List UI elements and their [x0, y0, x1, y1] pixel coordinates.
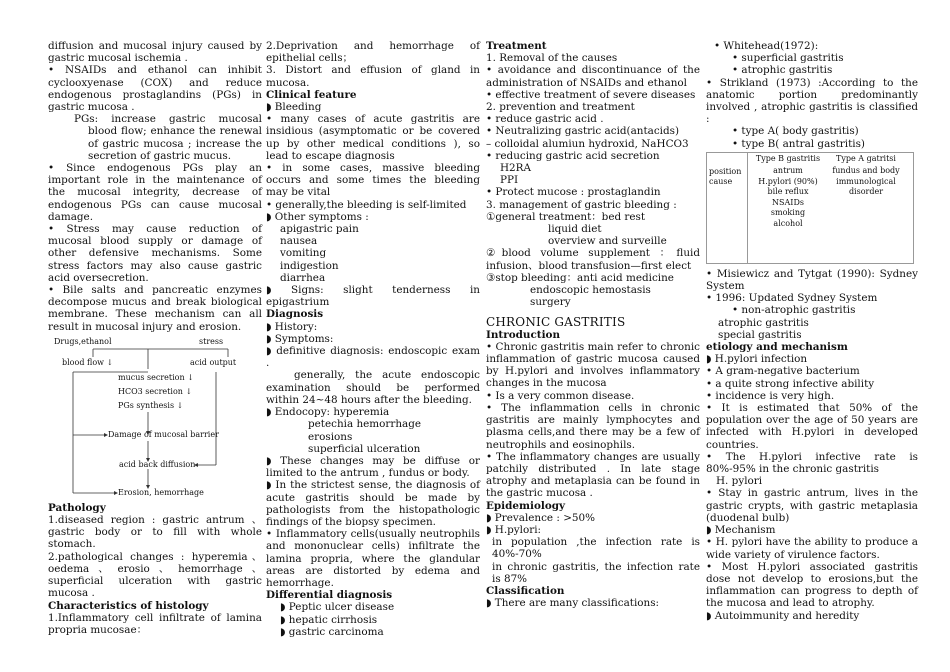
list-item: • incidence is very high.	[706, 389, 835, 402]
list-item: atrophic gastritis	[718, 316, 809, 329]
list-item: • Strikland (1973) :According to the anatomic portion predominantly involved , atrophic gastritis is classified :	[706, 76, 918, 126]
list-item: ①general treatment：bed rest	[486, 210, 646, 223]
list-item: liquid diet	[548, 223, 602, 236]
list-item: • type B( antral gastritis)	[732, 137, 865, 150]
list-item: • a quite strong infective ability	[706, 377, 875, 390]
mechanism-diagram	[48, 337, 262, 502]
list-item: • superficial gastritis	[732, 52, 844, 65]
table-cell: antrum	[773, 166, 803, 176]
list-item: PPI	[500, 174, 519, 187]
paragraph: diffusion and mucosal injury caused by gastric mucosal ischemia .	[48, 40, 262, 65]
paragraph: 2.Deprivation and hemorrhage of epithelial cells；	[266, 40, 480, 65]
list-item: – colloidal alumiun hydroxid, NaHCO3	[486, 137, 689, 150]
paragraph: 1.Inflammatory cell infiltrate of lamina propria mucosae：	[48, 611, 262, 636]
paragraph: • NSAIDs and ethanol can inhibit cyclooxyenase (COX) and reduce endogenous prostaglandins (PGs) in gastric mucosa .	[48, 64, 262, 114]
table-header: Type A gatritsi	[836, 153, 896, 163]
paragraph: • Stress may cause reduction of mucosal blood supply or damage of other defensive mechanisms. Some stress factors may also cause gastric acid oversecretion.	[48, 223, 262, 284]
list-item: ◗ Endocopy: hyperemia	[266, 406, 390, 419]
list-item: in population ,the infection rate is 40%-70%	[492, 536, 700, 561]
list-item: ◗ Peptic ulcer disease	[280, 601, 395, 614]
list-item: • type A( body gastritis)	[732, 125, 859, 138]
heading-diagnosis: Diagnosis	[266, 308, 324, 321]
list-item: ◗ gastric carcinoma	[280, 625, 384, 638]
table-cell: H.pylori (90%)	[758, 176, 818, 186]
column-1	[48, 40, 262, 636]
table-cell: bile reflux	[767, 187, 809, 197]
list-item: ◗ Autoimmunity and heredity	[706, 609, 860, 622]
diagram-label-stress: stress	[199, 336, 224, 346]
list-item: • A gram-negative bacterium	[706, 365, 860, 378]
diagram-label-blood-flow: blood flow ↓	[62, 357, 114, 367]
table-column-type-b	[748, 154, 828, 230]
paragraph: • Since endogenous PGs play an important role in the maintenance of the mucosal integrity, decrease of endogenous PGs can cause mucosal damage.	[48, 162, 262, 223]
list-item: • Protect mucose : prostaglandin	[486, 186, 661, 199]
list-item: surgery	[530, 296, 571, 309]
list-item: ◗ hepatic cirrhosis	[280, 613, 378, 626]
list-item: ③stop bleeding：anti acid medicine	[486, 271, 674, 284]
heading-classification: Classification	[486, 584, 565, 597]
column-3	[486, 40, 700, 609]
list-item: ②blood volume supplement ：fluid infusion、blood transfusion—first elect	[486, 247, 700, 272]
table-cell: fundus and body	[832, 166, 900, 176]
list-item: vomiting	[280, 247, 327, 260]
paragraph: generally, the acute endoscopic examination should be performed within 24~48 hours after the bleeding.	[266, 369, 480, 406]
list-item: ◗ Symptoms:	[266, 332, 334, 345]
list-item: overview and surveille	[548, 235, 667, 248]
list-item: • non-atrophic gastritis	[732, 304, 856, 317]
list-item: H. pylori	[716, 475, 763, 488]
list-item: diarrhea	[280, 271, 326, 284]
table-header: Type B gastritis	[755, 153, 821, 163]
heading-epidemiology: Epidemiology	[486, 499, 566, 512]
list-item: ◗ Bleeding	[266, 101, 322, 114]
list-item: 3. management of gastric bleeding :	[486, 198, 677, 211]
list-item: ◗ These changes may be diffuse or limited to the antrum , fundus or body.	[266, 454, 480, 480]
list-item: • reduce gastric acid .	[486, 113, 604, 126]
paragraph: 1.diseased region : gastric antrum 、gastric body or to fill with whole stomach.	[48, 514, 262, 551]
list-item: petechia hemorrhage	[308, 418, 422, 431]
paragraph: PGs: increase gastric mucosal blood flow; enhance the renewal of gastric mucosa ; increase the secretion of gastric mucus.	[74, 113, 262, 162]
diagram-label-pgs: PGs synthesis ↓	[118, 400, 184, 410]
list-item: ◗ H.pylori:	[486, 523, 542, 536]
list-item: • Chronic gastritis main refer to chronic inflammation of gastric mucosa caused by H.pylori and involves inflammatory changes in the mucosa	[486, 340, 700, 390]
diagram-label-acid-back: acid back diffusion	[119, 459, 196, 469]
list-item: • Inflammatory cells(usually neutrophils and mononuclear cells) infiltrate the lamina propria, where the glandular areas are distorted by edema and hemorrhage.	[266, 528, 480, 589]
list-item: • Stay in gastric antrum, lives in the gastric crypts, with gastric metaplasia (duodenal bulb)	[706, 487, 918, 524]
paragraph: 3. Distort and effusion of gland in mucosa.	[266, 64, 480, 89]
list-item: • reducing gastric acid secretion	[486, 149, 660, 162]
list-item: • Is a very common disease.	[486, 389, 635, 402]
table-row-label: position cause	[709, 166, 742, 187]
diagram-label-mucus: mucus secretion ↓	[118, 372, 194, 382]
heading-differential-diagnosis: Differential diagnosis	[266, 589, 393, 602]
list-item: • Whitehead(1972):	[714, 40, 819, 52]
list-item: ◗ History:	[266, 320, 318, 333]
list-item: in chronic gastritis, the infection rate is 87%	[492, 560, 700, 585]
heading-pathology: Pathology	[48, 501, 106, 514]
list-item: ◗ Mechanism	[706, 524, 776, 537]
list-item: 2. prevention and treatment	[486, 101, 635, 114]
heading-etiology: etiology and mechanism	[706, 341, 848, 354]
heading-treatment: Treatment	[486, 40, 547, 52]
list-item: • It is estimated that 50% of the population over the age of 50 years are infected with H.pylori in developed countries.	[706, 402, 918, 451]
list-item: • Most H.pylori associated gastritis dose not develop to erosions,but the inflammation can progress to depth of the mucosa and lead to atrophy.	[706, 560, 918, 610]
list-item: • effective treatment of severe diseases	[486, 88, 696, 101]
list-item: • H. pylori have the ability to produce a wide variety of virulence factors.	[706, 536, 918, 561]
list-item: superficial ulceration	[308, 442, 421, 455]
list-item: • 1996: Updated Sydney System	[706, 292, 878, 305]
list-item: apigastric pain	[280, 223, 359, 236]
table-cell: NSAIDs	[772, 197, 804, 207]
list-item: ◗ There are many classifications:	[486, 597, 660, 610]
heading-clinical-feature: Clinical feature	[266, 88, 357, 101]
list-item: • many cases of acute gastritis are insidious (asymptomatic or be covered up by other medical conditions ), so lead to escape diagnosis	[266, 113, 480, 162]
list-item: ◗ H.pylori infection	[706, 353, 808, 366]
list-item: • Misiewicz and Tytgat (1990): Sydney System	[706, 267, 918, 293]
list-item: ◗ Other symptoms :	[266, 210, 369, 223]
heading-chronic-gastritis: CHRONIC GASTRITIS	[486, 315, 626, 330]
list-item: • in some cases, massive bleeding occurs and some times the bleeding may be vital	[266, 162, 480, 199]
table-cell: smoking	[770, 208, 806, 218]
list-item: erosions	[308, 430, 353, 443]
classification-table	[706, 152, 914, 264]
table-cell: alcohol	[773, 218, 803, 228]
list-item: ◗ Signs: slight tenderness in epigastrium	[266, 284, 480, 309]
list-item: special gastritis	[718, 328, 802, 341]
list-item: 1. Removal of the causes	[486, 52, 618, 65]
list-item: indigestion	[280, 259, 339, 272]
list-item: • generally,the bleeding is self-limited	[266, 198, 467, 211]
list-item: • The inflammatory changes are usually patchily distributed . In late stage atrophy and metaplasia can be found in the gastric mucosa .	[486, 450, 700, 500]
heading-histology: Characteristics of histology	[48, 599, 209, 612]
table-cell: immunological disorder	[836, 176, 896, 197]
diagram-label-damage: Damage of mucosal barrier	[108, 429, 219, 439]
list-item: • The H.pylori infective rate is 80%-95% in the chronic gastritis	[706, 450, 918, 476]
list-item: • atrophic gastritis	[732, 64, 833, 77]
paragraph: • Bile salts and pancreatic enzymes decompose mucus and break biological membrane. These mechanism can all result in mucosal injury and erosion.	[48, 284, 262, 333]
list-item: ◗ Prevalence : >50%	[486, 511, 595, 524]
list-item: ◗ In the strictest sense, the diagnosis of acute gastritis should be made by pathologists from the histopathologic findings of the biopsy specimen.	[266, 479, 480, 528]
list-item: • The inflammation cells in chronic gastritis are mainly lymphocytes and plasma cells,and there may be a few of neutrophils and eosinophils.	[486, 401, 700, 451]
list-item: • avoidance and discontinuance of the administration of NSAIDs and ethanol	[486, 64, 700, 89]
diagram-label-erosion: Erosion, hemorrhage	[118, 487, 204, 497]
heading-introduction: Introduction	[486, 328, 560, 341]
list-item: H2RA	[500, 162, 531, 175]
diagram-label-acid-output: acid output	[190, 357, 237, 367]
list-item: • Neutralizing gastric acid(antacids)	[486, 125, 680, 138]
diagram-label-hco3: HCO3 secretion ↓	[118, 386, 193, 396]
column-4	[706, 40, 918, 622]
list-item: ◗ definitive diagnosis: endoscopic exam .	[266, 345, 480, 370]
diagram-label-drugs: Drugs,ethanol	[54, 336, 112, 346]
list-item: endoscopic hemostasis	[530, 284, 651, 297]
table-column-type-a	[819, 154, 913, 198]
column-2	[266, 40, 480, 638]
paragraph: 2.pathological changes : hyperemia、oedema、erosio、hemorrhage、superficial ulceration with gastric mucosa .	[48, 550, 262, 600]
list-item: nausea	[280, 235, 318, 248]
